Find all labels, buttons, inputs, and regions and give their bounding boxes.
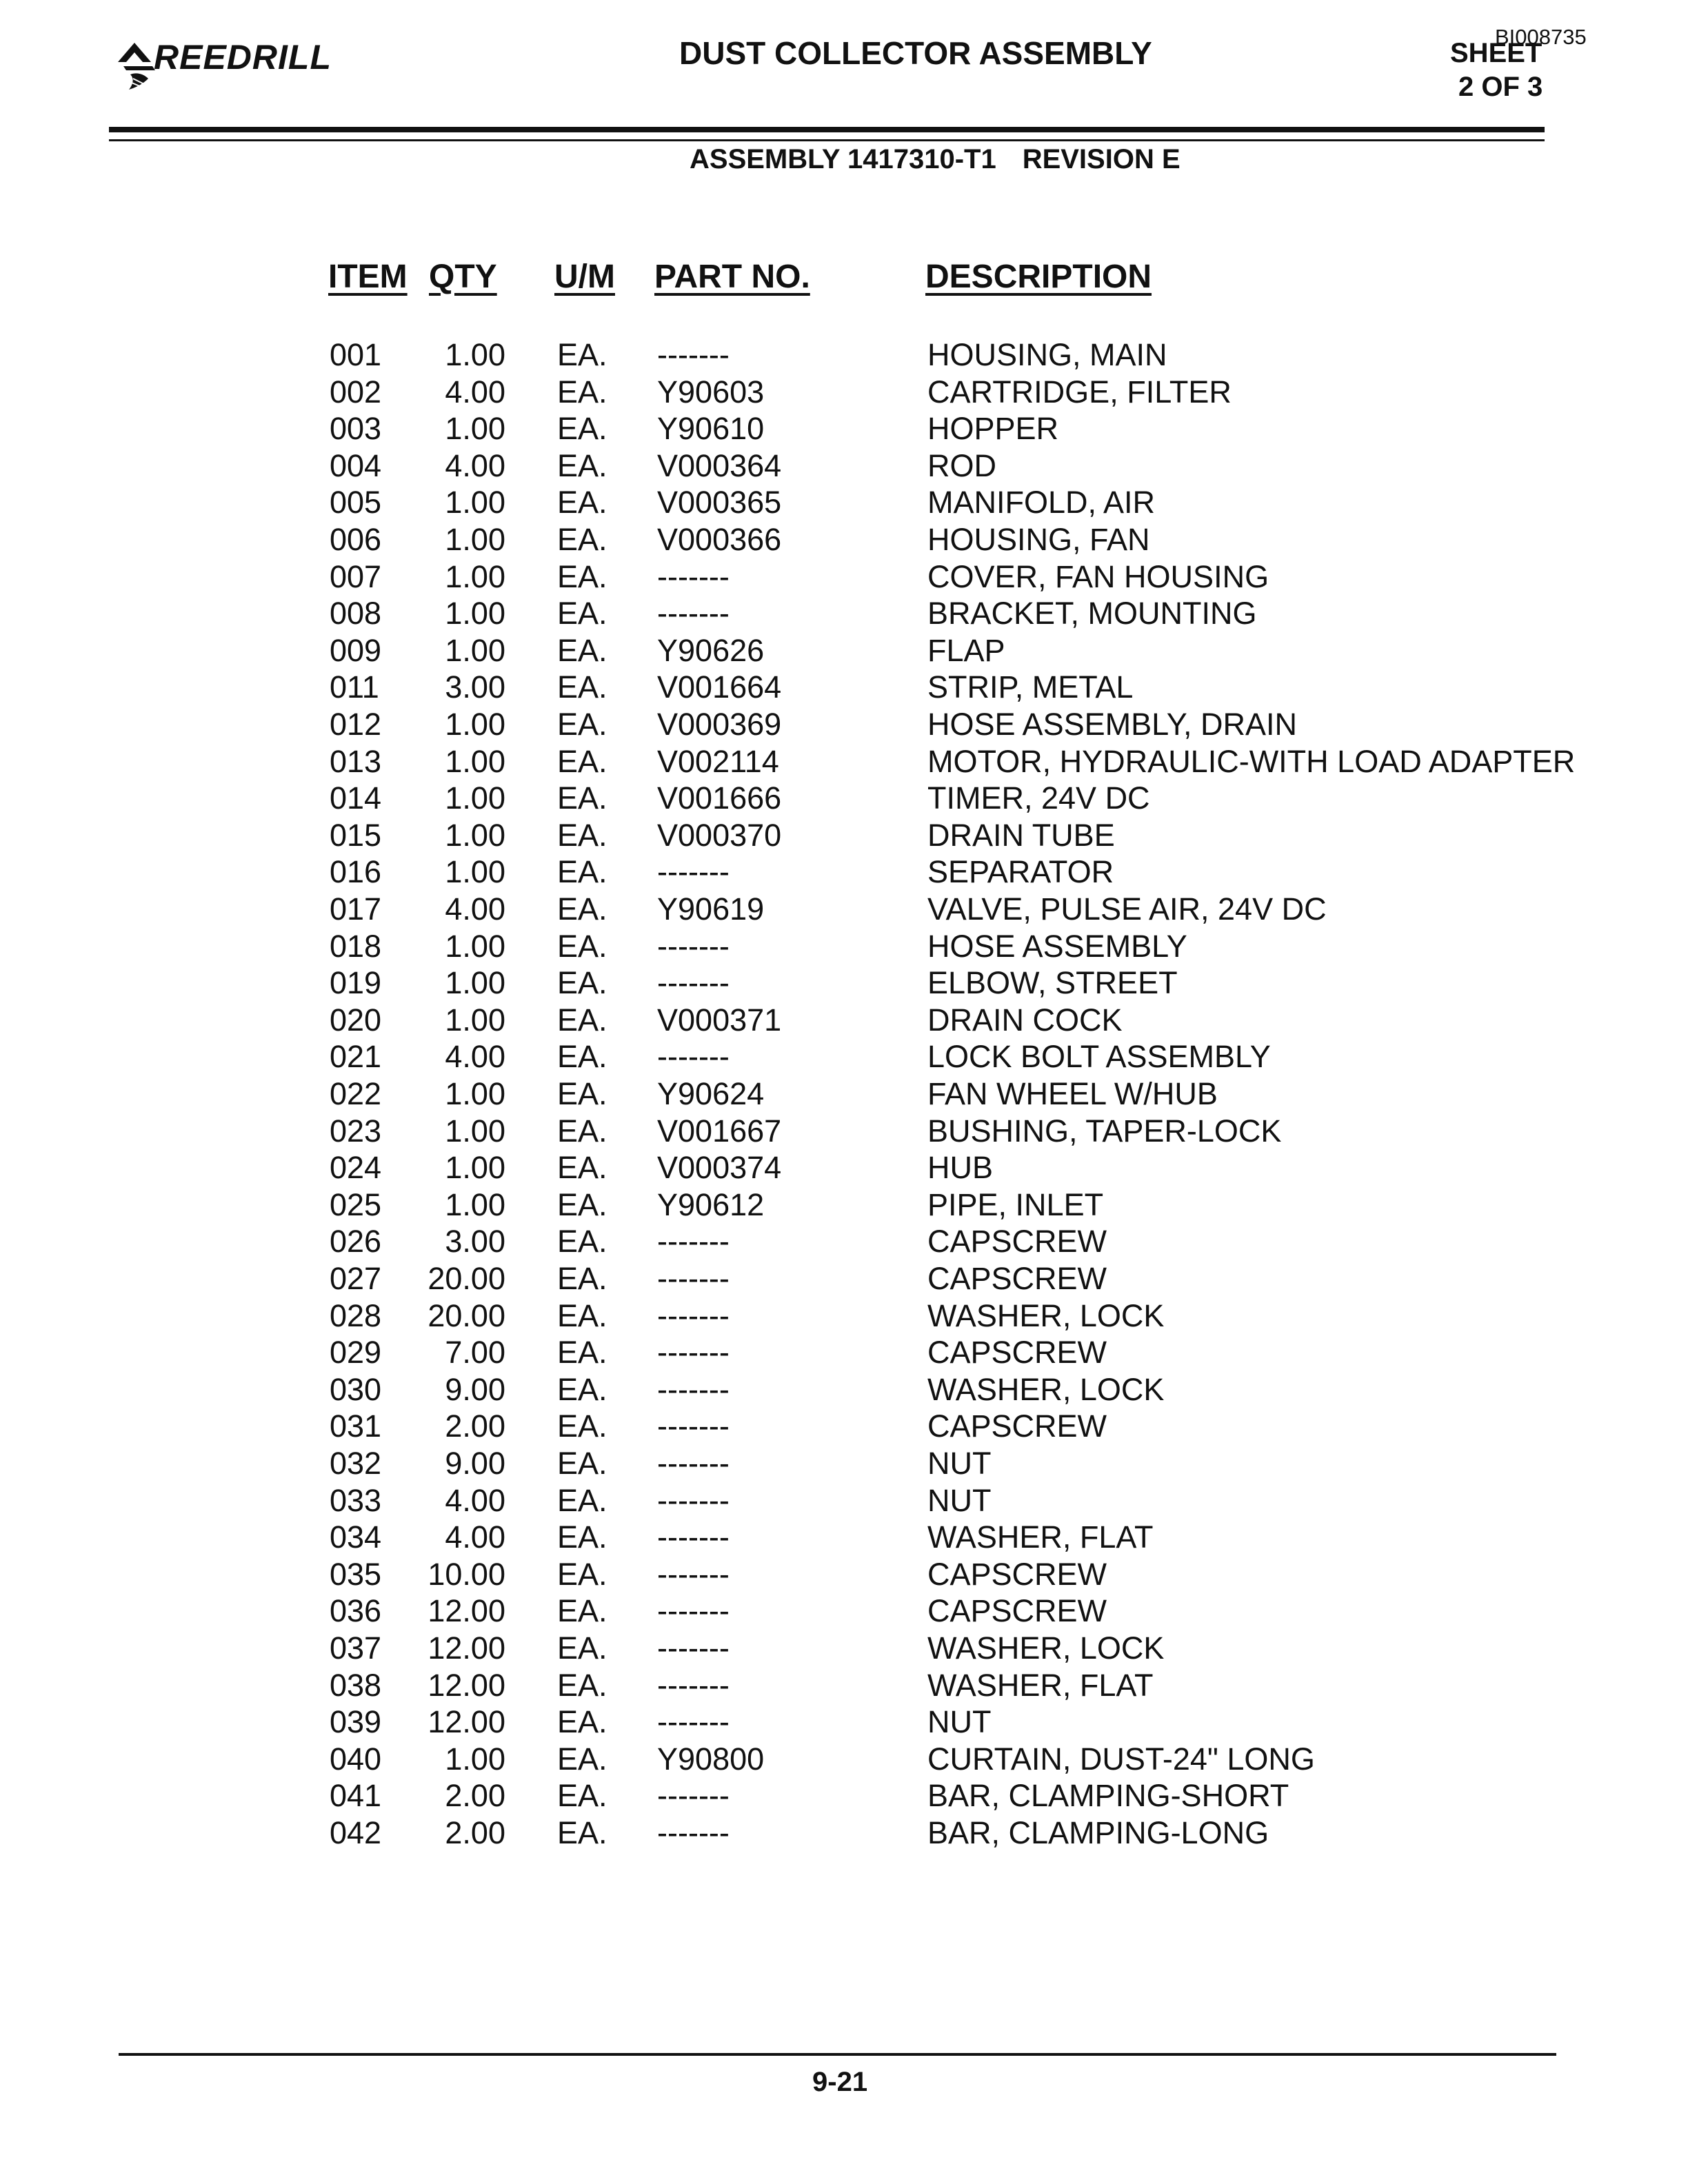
unit-of-measure: EA. <box>557 596 607 631</box>
part-number: ------- <box>657 1630 730 1666</box>
item-number: 016 <box>330 854 382 890</box>
part-number: ------- <box>657 1593 730 1629</box>
item-number: 008 <box>330 596 382 631</box>
item-number: 018 <box>330 928 382 964</box>
item-number: 029 <box>330 1335 382 1371</box>
description: CAPSCREW <box>927 1556 1107 1592</box>
item-number: 037 <box>330 1630 382 1666</box>
quantity: 4.00 <box>445 1482 505 1518</box>
part-number: Y90626 <box>657 632 765 668</box>
quantity: 12.00 <box>428 1630 505 1666</box>
unit-of-measure: EA. <box>557 337 607 372</box>
quantity: 1.00 <box>445 854 505 890</box>
unit-of-measure: EA. <box>557 1704 607 1740</box>
item-number: 004 <box>330 447 382 483</box>
column-header-item: ITEM <box>328 259 408 295</box>
item-number: 036 <box>330 1593 382 1629</box>
assembly-info <box>690 144 1207 175</box>
unit-of-measure: EA. <box>557 1186 607 1222</box>
quantity: 1.00 <box>445 337 505 372</box>
part-number: ------- <box>657 928 730 964</box>
quantity: 1.00 <box>445 965 505 1001</box>
unit-of-measure: EA. <box>557 1261 607 1296</box>
page-number: 9-21 <box>812 2067 868 2097</box>
description: ELBOW, STREET <box>927 965 1178 1001</box>
unit-of-measure: EA. <box>557 632 607 668</box>
part-number: ------- <box>657 558 730 594</box>
quantity: 20.00 <box>428 1297 505 1333</box>
part-number: V002114 <box>657 743 779 779</box>
description: BUSHING, TAPER-LOCK <box>927 1113 1282 1149</box>
quantity: 4.00 <box>445 447 505 483</box>
quantity: 1.00 <box>445 743 505 779</box>
description: NUT <box>927 1446 992 1481</box>
item-number: 024 <box>330 1150 382 1186</box>
description: MANIFOLD, AIR <box>927 485 1156 520</box>
quantity: 1.00 <box>445 707 505 742</box>
column-header-description: DESCRIPTION <box>925 259 1152 295</box>
unit-of-measure: EA. <box>557 1150 607 1186</box>
unit-of-measure: EA. <box>557 854 607 890</box>
unit-of-measure: EA. <box>557 743 607 779</box>
sheet-label: SHEET <box>1450 38 1543 68</box>
description: PIPE, INLET <box>927 1186 1104 1222</box>
quantity: 12.00 <box>428 1593 505 1629</box>
quantity: 12.00 <box>428 1704 505 1740</box>
document-id: BI008735 <box>1495 25 1587 49</box>
part-number: ------- <box>657 1556 730 1592</box>
part-number: ------- <box>657 1482 730 1518</box>
item-number: 007 <box>330 558 382 594</box>
part-number: V000366 <box>657 522 782 557</box>
part-number: ------- <box>657 337 730 372</box>
description: MOTOR, HYDRAULIC-WITH LOAD ADAPTER <box>927 743 1576 779</box>
part-number: ------- <box>657 1815 730 1850</box>
part-number: ------- <box>657 1261 730 1296</box>
description: WASHER, FLAT <box>927 1519 1154 1555</box>
unit-of-measure: EA. <box>557 1076 607 1111</box>
part-number: Y90624 <box>657 1076 765 1111</box>
unit-of-measure: EA. <box>557 928 607 964</box>
unit-of-measure: EA. <box>557 1446 607 1481</box>
item-number: 027 <box>330 1261 382 1296</box>
part-number: V000365 <box>657 485 782 520</box>
item-number: 039 <box>330 1704 382 1740</box>
unit-of-measure: EA. <box>557 1519 607 1555</box>
unit-of-measure: EA. <box>557 1815 607 1850</box>
unit-of-measure: EA. <box>557 1778 607 1814</box>
unit-of-measure: EA. <box>557 374 607 410</box>
item-number: 034 <box>330 1519 382 1555</box>
description: HOUSING, MAIN <box>927 337 1167 372</box>
part-number: V001664 <box>657 669 782 705</box>
quantity: 1.00 <box>445 522 505 557</box>
description: HUB <box>927 1150 994 1186</box>
unit-of-measure: EA. <box>557 1408 607 1444</box>
quantity: 1.00 <box>445 780 505 816</box>
unit-of-measure: EA. <box>557 1039 607 1075</box>
part-number: ------- <box>657 1446 730 1481</box>
item-number: 009 <box>330 632 382 668</box>
part-number: Y90619 <box>657 891 765 927</box>
description: NUT <box>927 1704 992 1740</box>
unit-of-measure: EA. <box>557 891 607 927</box>
part-number: ------- <box>657 1335 730 1371</box>
quantity: 9.00 <box>445 1446 505 1481</box>
part-number: V000370 <box>657 817 782 853</box>
unit-of-measure: EA. <box>557 1667 607 1703</box>
quantity: 1.00 <box>445 1741 505 1777</box>
description: CAPSCREW <box>927 1335 1107 1371</box>
document-title: DUST COLLECTOR ASSEMBLY <box>679 35 1152 71</box>
unit-of-measure: EA. <box>557 1224 607 1260</box>
unit-of-measure: EA. <box>557 1113 607 1149</box>
description: HOPPER <box>927 411 1059 447</box>
unit-of-measure: EA. <box>557 965 607 1001</box>
description: FAN WHEEL W/HUB <box>927 1076 1218 1111</box>
sheet-number: 2 OF 3 <box>1458 72 1543 102</box>
logo-text: REEDRILL <box>154 38 332 77</box>
part-number: ------- <box>657 854 730 890</box>
description: WASHER, LOCK <box>927 1371 1165 1407</box>
assembly-number: ASSEMBLY 1417310-T1 <box>690 144 996 174</box>
item-number: 015 <box>330 817 382 853</box>
item-number: 012 <box>330 707 382 742</box>
description: CAPSCREW <box>927 1408 1107 1444</box>
part-number: V001667 <box>657 1113 782 1149</box>
item-number: 022 <box>330 1076 382 1111</box>
part-number: V000369 <box>657 707 782 742</box>
description: CURTAIN, DUST-24" LONG <box>927 1741 1315 1777</box>
description: LOCK BOLT ASSEMBLY <box>927 1039 1271 1075</box>
unit-of-measure: EA. <box>557 669 607 705</box>
item-number: 005 <box>330 485 382 520</box>
item-number: 040 <box>330 1741 382 1777</box>
part-number: V000364 <box>657 447 782 483</box>
description: HOSE ASSEMBLY <box>927 928 1187 964</box>
quantity: 1.00 <box>445 1150 505 1186</box>
part-number: ------- <box>657 1408 730 1444</box>
unit-of-measure: EA. <box>557 1335 607 1371</box>
unit-of-measure: EA. <box>557 1297 607 1333</box>
quantity: 1.00 <box>445 1002 505 1038</box>
unit-of-measure: EA. <box>557 1741 607 1777</box>
item-number: 032 <box>330 1446 382 1481</box>
item-number: 003 <box>330 411 382 447</box>
quantity: 1.00 <box>445 596 505 631</box>
part-number: ------- <box>657 1039 730 1075</box>
quantity: 1.00 <box>445 558 505 594</box>
item-number: 001 <box>330 337 382 372</box>
description: HOUSING, FAN <box>927 522 1150 557</box>
part-number: ------- <box>657 965 730 1001</box>
item-number: 041 <box>330 1778 382 1814</box>
unit-of-measure: EA. <box>557 707 607 742</box>
quantity: 4.00 <box>445 374 505 410</box>
unit-of-measure: EA. <box>557 411 607 447</box>
item-number: 002 <box>330 374 382 410</box>
description: BAR, CLAMPING-SHORT <box>927 1778 1289 1814</box>
column-header-qty: QTY <box>429 259 497 295</box>
description: WASHER, FLAT <box>927 1667 1154 1703</box>
part-number: ------- <box>657 1778 730 1814</box>
description: NUT <box>927 1482 992 1518</box>
description: FLAP <box>927 632 1005 668</box>
quantity: 1.00 <box>445 411 505 447</box>
revision: REVISION E <box>1022 144 1180 174</box>
column-header-part-no: PART NO. <box>654 259 810 295</box>
item-number: 006 <box>330 522 382 557</box>
quantity: 3.00 <box>445 1224 505 1260</box>
description: STRIP, METAL <box>927 669 1134 705</box>
item-number: 031 <box>330 1408 382 1444</box>
description: CAPSCREW <box>927 1261 1107 1296</box>
item-number: 025 <box>330 1186 382 1222</box>
part-number: Y90612 <box>657 1186 765 1222</box>
description: BRACKET, MOUNTING <box>927 596 1257 631</box>
description: DRAIN COCK <box>927 1002 1123 1038</box>
item-number: 030 <box>330 1371 382 1407</box>
description: CAPSCREW <box>927 1224 1107 1260</box>
item-number: 028 <box>330 1297 382 1333</box>
column-header-um: U/M <box>554 259 615 295</box>
quantity: 4.00 <box>445 891 505 927</box>
quantity: 1.00 <box>445 485 505 520</box>
quantity: 1.00 <box>445 1113 505 1149</box>
item-number: 013 <box>330 743 382 779</box>
unit-of-measure: EA. <box>557 1556 607 1592</box>
quantity: 4.00 <box>445 1039 505 1075</box>
quantity: 3.00 <box>445 669 505 705</box>
item-number: 023 <box>330 1113 382 1149</box>
quantity: 20.00 <box>428 1261 505 1296</box>
quantity: 1.00 <box>445 928 505 964</box>
quantity: 1.00 <box>445 817 505 853</box>
description: WASHER, LOCK <box>927 1297 1165 1333</box>
quantity: 1.00 <box>445 632 505 668</box>
part-number: ------- <box>657 596 730 631</box>
item-number: 035 <box>330 1556 382 1592</box>
part-number: ------- <box>657 1704 730 1740</box>
item-number: 014 <box>330 780 382 816</box>
item-number: 020 <box>330 1002 382 1038</box>
quantity: 1.00 <box>445 1076 505 1111</box>
header-rule-thick <box>109 127 1545 132</box>
description: HOSE ASSEMBLY, DRAIN <box>927 707 1298 742</box>
part-number: V001666 <box>657 780 782 816</box>
part-number: Y90610 <box>657 411 765 447</box>
description: TIMER, 24V DC <box>927 780 1150 816</box>
unit-of-measure: EA. <box>557 817 607 853</box>
description: DRAIN TUBE <box>927 817 1115 853</box>
unit-of-measure: EA. <box>557 1371 607 1407</box>
part-number: V000374 <box>657 1150 782 1186</box>
item-number: 021 <box>330 1039 382 1075</box>
description: COVER, FAN HOUSING <box>927 558 1269 594</box>
header-rule-thin <box>109 139 1545 141</box>
description: VALVE, PULSE AIR, 24V DC <box>927 891 1327 927</box>
item-number: 011 <box>330 669 379 705</box>
description: SEPARATOR <box>927 854 1114 890</box>
quantity: 10.00 <box>428 1556 505 1592</box>
quantity: 2.00 <box>445 1815 505 1850</box>
unit-of-measure: EA. <box>557 558 607 594</box>
description: CARTRIDGE, FILTER <box>927 374 1232 410</box>
description: BAR, CLAMPING-LONG <box>927 1815 1269 1850</box>
part-number: Y90800 <box>657 1741 765 1777</box>
item-number: 042 <box>330 1815 382 1850</box>
part-number: V000371 <box>657 1002 782 1038</box>
unit-of-measure: EA. <box>557 485 607 520</box>
quantity: 9.00 <box>445 1371 505 1407</box>
company-logo <box>114 36 332 91</box>
unit-of-measure: EA. <box>557 522 607 557</box>
quantity: 4.00 <box>445 1519 505 1555</box>
quantity: 1.00 <box>445 1186 505 1222</box>
item-number: 033 <box>330 1482 382 1518</box>
quantity: 7.00 <box>445 1335 505 1371</box>
part-number: ------- <box>657 1224 730 1260</box>
description: ROD <box>927 447 996 483</box>
unit-of-measure: EA. <box>557 1482 607 1518</box>
part-number: ------- <box>657 1297 730 1333</box>
part-number: ------- <box>657 1371 730 1407</box>
item-number: 038 <box>330 1667 382 1703</box>
description: CAPSCREW <box>927 1593 1107 1629</box>
description: WASHER, LOCK <box>927 1630 1165 1666</box>
footer-rule <box>119 2053 1556 2056</box>
unit-of-measure: EA. <box>557 1593 607 1629</box>
unit-of-measure: EA. <box>557 1002 607 1038</box>
unit-of-measure: EA. <box>557 780 607 816</box>
part-number: ------- <box>657 1667 730 1703</box>
item-number: 017 <box>330 891 382 927</box>
part-number: ------- <box>657 1519 730 1555</box>
quantity: 2.00 <box>445 1408 505 1444</box>
quantity: 2.00 <box>445 1778 505 1814</box>
unit-of-measure: EA. <box>557 1630 607 1666</box>
quantity: 12.00 <box>428 1667 505 1703</box>
item-number: 026 <box>330 1224 382 1260</box>
unit-of-measure: EA. <box>557 447 607 483</box>
part-number: Y90603 <box>657 374 765 410</box>
item-number: 019 <box>330 965 382 1001</box>
